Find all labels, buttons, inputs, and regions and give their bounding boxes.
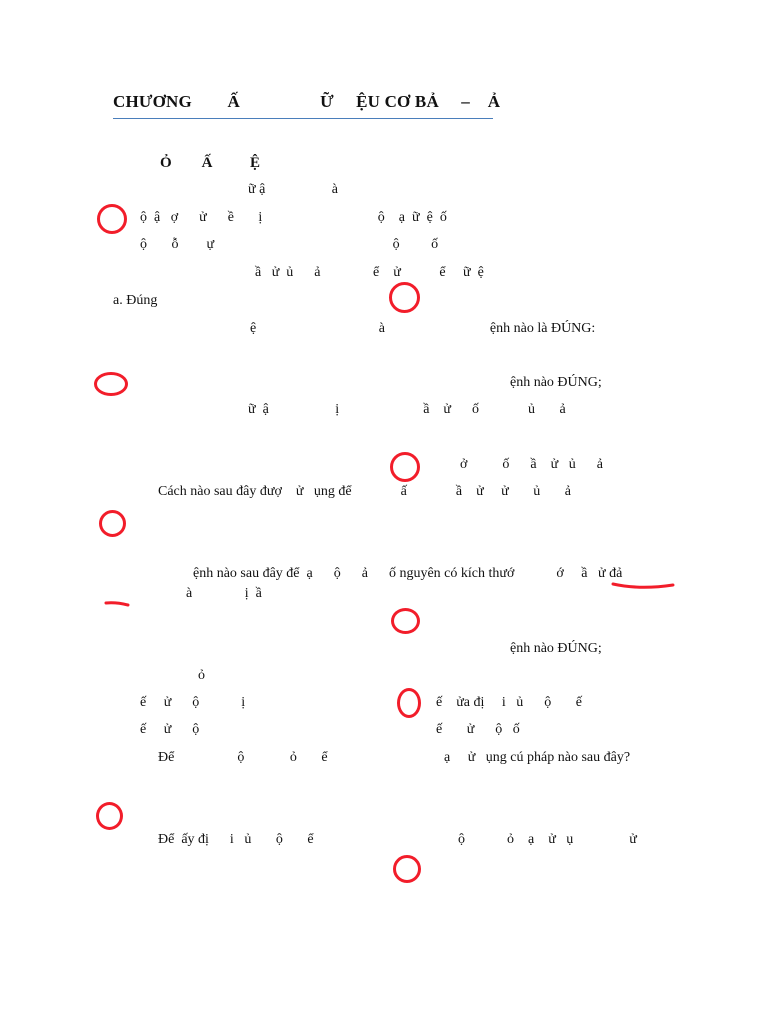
option-line: ế ử ộ ố: [436, 722, 520, 737]
question-line: ộ ậ ợ ử ề ị ộ ạ ữ ệ ố: [140, 210, 447, 225]
answer-line: a. Đúng: [113, 293, 158, 308]
red-circle-mark: [97, 204, 127, 234]
option-line: ế ử ộ ị: [140, 695, 246, 710]
option-line: ỏ: [198, 668, 205, 683]
chapter-title: CHƯƠNG Ấ Ữ ỆU CƠ BẢ – Ả: [113, 92, 501, 111]
section-heading: Ỏ Ấ Ệ: [160, 155, 261, 171]
red-circle-mark: [397, 688, 421, 718]
question-line: à ị ầ: [186, 586, 262, 601]
option-line: ế ửa đị i ủ ộ ế: [436, 695, 583, 710]
question-line: ở ố ầ ử ủ ả: [460, 457, 603, 472]
question-line: ệnh nào ĐÚNG;: [510, 641, 602, 656]
red-circle-mark: [96, 802, 123, 830]
question-line: ữ ậ à: [248, 182, 339, 197]
red-circle-mark: [391, 608, 420, 634]
red-circle-mark: [390, 452, 420, 482]
question-line: ệ à ệnh nào là ĐÚNG:: [250, 321, 596, 336]
question-line: ệnh nào ĐÚNG;: [510, 375, 602, 390]
question-line: ữ ậ ị ầ ử ố ủ ả: [248, 402, 566, 417]
option-line: ế ử ộ: [140, 722, 200, 737]
red-circle-mark: [393, 855, 421, 883]
title-underline: [113, 118, 493, 119]
red-dash-mark: [104, 598, 130, 610]
red-circle-mark: [94, 372, 128, 396]
question-line: ộ ỗ ự ộ ố: [140, 237, 439, 252]
question-line: ạ ử ụng cú pháp nào sau đây?: [444, 750, 631, 765]
red-circle-mark: [99, 510, 126, 537]
question-line: Để ộ ỏ ể: [158, 750, 328, 765]
question-line: ộ ỏ ạ ử ụ ử: [458, 832, 637, 847]
question-line: Cách nào sau đây đượ ử ụng để ấ ầ ử ử ủ ả: [158, 484, 571, 499]
question-line: ầ ử ủ ả ể ử ể ữ ệ: [255, 265, 484, 280]
question-line: Để ấy đị i ủ ộ ể: [158, 832, 314, 847]
red-underline-mark: [610, 576, 676, 592]
question-line: ệnh nào sau đây để ạ ộ ả ố nguyên có kích thướ ớ ầ ử đả: [193, 566, 623, 581]
red-circle-mark: [389, 282, 420, 313]
